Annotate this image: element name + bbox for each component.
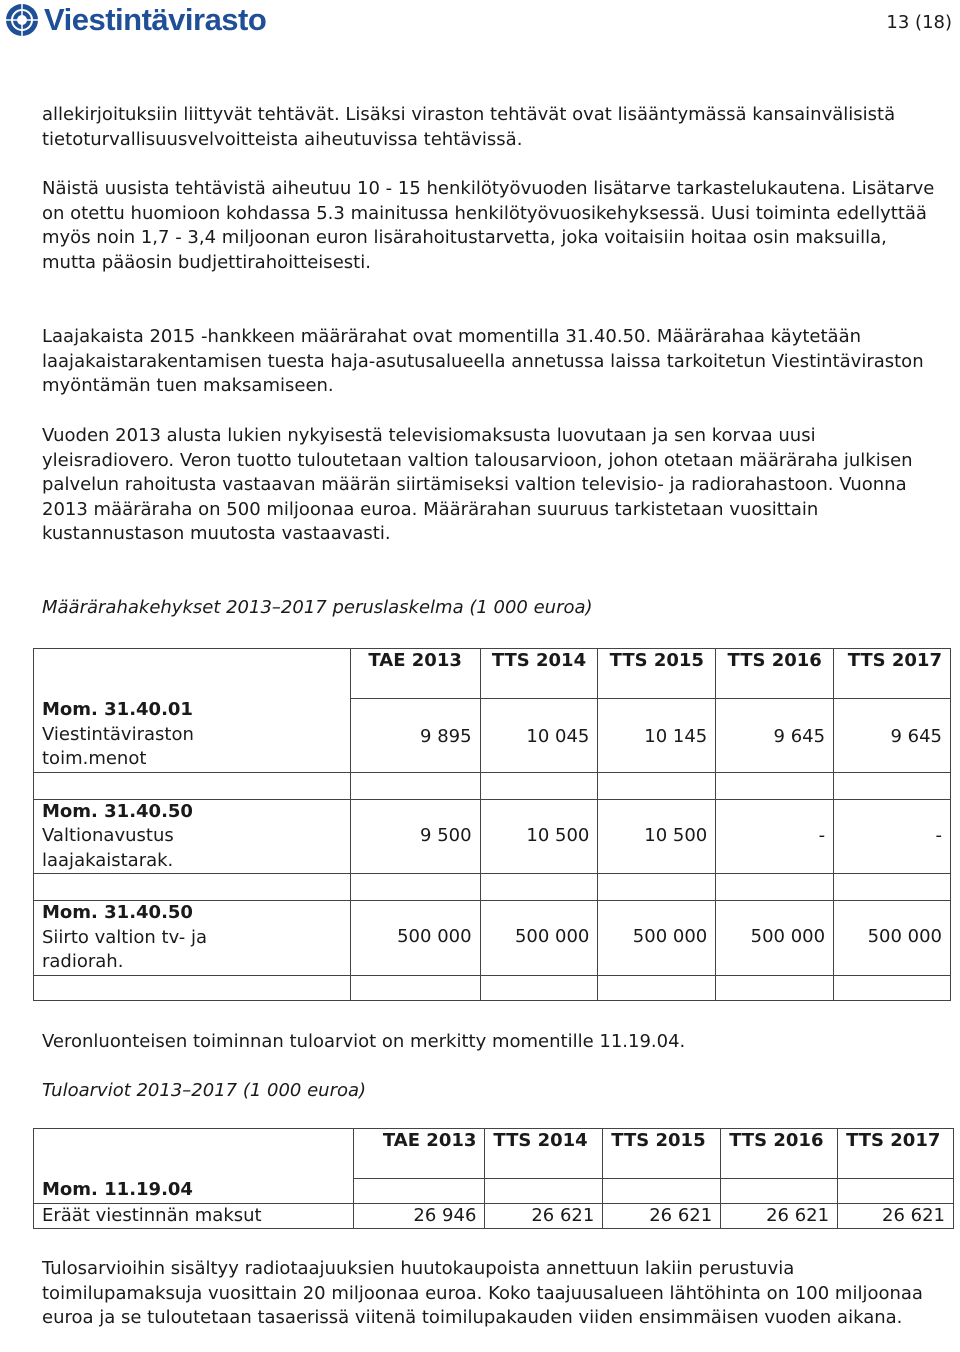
table-cell <box>34 698 351 772</box>
table-cell <box>721 1178 838 1203</box>
moment-code: Mom. 31.40.01 <box>42 699 193 720</box>
table-row <box>34 901 951 976</box>
logo-text: Viestintävirasto <box>44 2 267 37</box>
table2-title: Tuloarviot 2013–2017 (1 000 euroa) <box>42 1080 367 1101</box>
table-cell <box>598 772 716 799</box>
table-cell: 26 621 <box>603 1203 721 1229</box>
budget-frame-table <box>33 648 951 1001</box>
table-row <box>34 772 951 799</box>
table-cell: 10 145 <box>598 698 716 772</box>
table-header-cell: TAE 2013 <box>353 1129 485 1179</box>
table-row <box>34 799 951 874</box>
table-cell <box>350 772 480 799</box>
table-row <box>34 975 951 1000</box>
page-number: 13 (18) <box>886 12 952 33</box>
paragraph-6: Tulosarvioihin sisältyy radiotaajuuksien huutokaupoista annettuun lakiin perustuvia toimilupamaksuja vuosittain 20 miljoonaa euroa. Koko taajuusalueen lähtöhinta on 100 miljoonaa euroa ja se tuloutetaan tasaerissä viitenä toimilupakauden viiden ensimmäisen vuoden aikana. <box>42 1258 923 1328</box>
table-cell <box>34 772 351 799</box>
table-cell: 500 000 <box>480 901 598 976</box>
table-cell <box>350 975 480 1000</box>
table-cell <box>598 975 716 1000</box>
table-header-cell: TTS 2015 <box>603 1129 721 1179</box>
table-cell <box>353 1178 485 1203</box>
moment-code: Mom. 11.19.04 <box>34 1178 354 1203</box>
table-cell: 26 946 <box>353 1203 485 1229</box>
table-cell: 500 000 <box>834 901 951 976</box>
table-cell <box>485 1178 603 1203</box>
table-header-cell: TTS 2014 <box>485 1129 603 1179</box>
table-header-cell: TTS 2017 <box>834 649 951 699</box>
table-cell <box>598 874 716 901</box>
table-header-cell: TTS 2014 <box>480 649 598 699</box>
table-cell <box>480 975 598 1000</box>
table1-title: Määrärahakehykset 2013–2017 peruslaskelma (1 000 euroa) <box>42 597 593 618</box>
table-cell <box>716 975 834 1000</box>
table-cell <box>603 1178 721 1203</box>
table-cell <box>34 874 351 901</box>
moment-code: Mom. 31.40.50 <box>42 902 193 923</box>
table-cell: 26 621 <box>485 1203 603 1229</box>
table-row <box>34 698 951 772</box>
table-cell: 500 000 <box>716 901 834 976</box>
table-cell <box>834 772 951 799</box>
table-cell: 10 045 <box>480 698 598 772</box>
logo-mark-icon <box>4 2 40 38</box>
table-row <box>34 1203 954 1229</box>
moment-code: Mom. 31.40.50 <box>42 800 193 822</box>
paragraph-1: allekirjoituksiin liittyvät tehtävät. Lisäksi viraston tehtävät ovat lisääntymässä kansainvälisistä tietoturvallisuusvelvoitteista aiheutuvissa tehtävissä. <box>42 104 896 150</box>
table-cell <box>834 975 951 1000</box>
table-cell <box>34 799 351 874</box>
paragraph-2: Näistä uusista tehtävistä aiheutuu 10 - 15 henkilötyövuoden lisätarve tarkastelukautena. Lisätarve on otettu huomioon kohdassa 5.3 mainitussa henkilötyövuosikehyksessä. Uusi toiminta edellyttää myös noin 1,7 - 3,4 miljoonan euron lisärahoitustarvetta, joka voitaisiin hoitaa osin maksuilla, mutta pääosin budjettirahoitteisesti. <box>42 178 935 273</box>
table-row <box>34 1178 954 1203</box>
table-header-row <box>34 649 951 699</box>
table-cell: 10 500 <box>598 799 716 874</box>
table-cell: - <box>834 799 951 874</box>
table-cell: 26 621 <box>721 1203 838 1229</box>
agency-logo <box>4 2 266 38</box>
table-header-row <box>34 1129 954 1179</box>
paragraph-5: Veronluonteisen toiminnan tuloarviot on merkitty momentille 11.19.04. <box>42 1031 686 1052</box>
table-cell: 9 895 <box>350 698 480 772</box>
table-header-cell: TTS 2015 <box>598 649 716 699</box>
table-cell: 500 000 <box>350 901 480 976</box>
paragraph-4: Vuoden 2013 alusta lukien nykyisestä televisiomaksusta luovutaan ja sen korvaa uusi yleisradiovero. Veron tuotto tuloutetaan valtion talousarvioon, johon otetaan määräraha julkisen palvelun rahoitusta vastaavan määrän siirtämiseksi valtion televisio- ja radiorahastoon. Vuonna 2013 määräraha on 500 miljoonaa euroa. Määrärahan suuruus tarkistetaan vuosittain kustannustason muutosta vastaavasti. <box>42 425 913 544</box>
moment-name: Siirto valtion tv- ja radiorah. <box>42 926 207 972</box>
moment-name: Viestintäviraston toim.menot <box>42 723 194 769</box>
table-cell: 9 500 <box>350 799 480 874</box>
table-cell <box>716 772 834 799</box>
table-cell: 26 621 <box>838 1203 954 1229</box>
table-header-cell: TTS 2017 <box>838 1129 954 1179</box>
table-cell: 9 645 <box>716 698 834 772</box>
table-header-cell: TTS 2016 <box>721 1129 838 1179</box>
table-cell <box>350 874 480 901</box>
revenue-estimate-table <box>33 1128 954 1229</box>
table-row <box>34 874 951 901</box>
table-cell <box>716 874 834 901</box>
paragraph-3: Laajakaista 2015 -hankkeen määrärahat ovat momentilla 31.40.50. Määrärahaa käytetään laajakaistarakentamisen tuesta haja-asutusalueella annetussa laissa tarkoitetun Viestintäviraston myöntämän tuen maksamiseen. <box>42 326 924 396</box>
table-cell: - <box>716 799 834 874</box>
table-cell <box>34 1129 354 1179</box>
table-cell <box>34 901 351 976</box>
row-label: Eräät viestinnän maksut <box>34 1203 354 1229</box>
table-cell: 9 645 <box>834 698 951 772</box>
table-header-cell: TTS 2016 <box>716 649 834 699</box>
table-cell <box>480 772 598 799</box>
table-cell: 500 000 <box>598 901 716 976</box>
table-header-cell: TAE 2013 <box>350 649 480 699</box>
table-cell <box>838 1178 954 1203</box>
table-cell <box>480 874 598 901</box>
table-cell <box>834 874 951 901</box>
table-cell <box>34 975 351 1000</box>
table-cell: 10 500 <box>480 799 598 874</box>
table-cell <box>34 649 351 699</box>
moment-name: Valtionavustus laajakaistarak. <box>42 825 174 871</box>
